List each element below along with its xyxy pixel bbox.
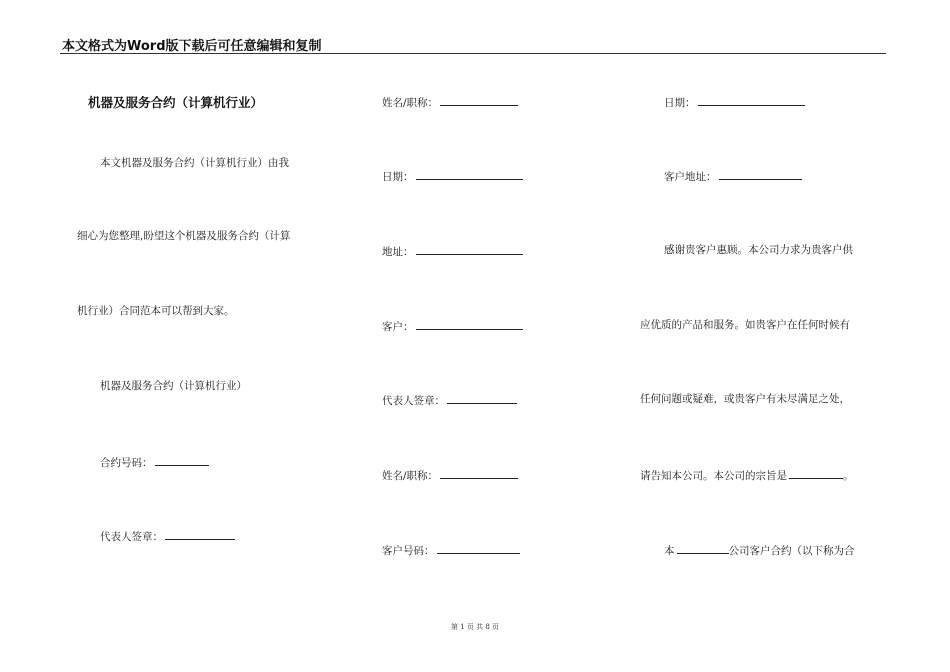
name-title-row-1 bbox=[382, 94, 518, 110]
date-blank-2 bbox=[698, 94, 805, 106]
address-blank bbox=[416, 243, 523, 255]
address-label: 地址： bbox=[382, 246, 414, 258]
date-label-2: 日期： bbox=[664, 97, 696, 109]
notice-line-4 bbox=[640, 467, 854, 483]
notice-line-5 bbox=[664, 542, 855, 558]
customer-number-blank bbox=[437, 542, 520, 554]
name-title-row-2 bbox=[382, 467, 518, 483]
contract-number-row bbox=[100, 454, 209, 470]
document-title: 机器及服务合约（计算机行业） bbox=[88, 95, 264, 110]
page-footer: 第 1 页 共 8 页 bbox=[450, 623, 500, 631]
name-title-label-1: 姓名/职称： bbox=[382, 97, 439, 109]
notice-line-1: 感谢贵客户惠顾。本公司力求为贵客户供 bbox=[664, 244, 853, 256]
customer-number-row bbox=[382, 542, 520, 558]
notice-line-5-start: 本 bbox=[664, 545, 675, 557]
name-title-blank-2 bbox=[440, 467, 518, 479]
name-title-label-2: 姓名/职称： bbox=[382, 470, 439, 482]
date-label-1: 日期： bbox=[382, 171, 414, 183]
representative-sign-label-2: 代表人签章： bbox=[382, 395, 445, 407]
customer-address-blank bbox=[719, 168, 802, 180]
notice-line-5-text: 公司客户合约（以下称为合 bbox=[728, 545, 855, 557]
customer-address-label: 客户地址： bbox=[664, 171, 717, 183]
notice-line-3: 任何问题或疑难，或贵客户有未尽满足之处， bbox=[640, 393, 850, 405]
company-name-blank bbox=[677, 542, 729, 554]
date-blank-1 bbox=[416, 168, 523, 180]
intro-line-3: 机行业）合同范本可以帮到大家。 bbox=[77, 305, 235, 317]
intro-line-1: 本文机器及服务合约（计算机行业）由我 bbox=[100, 157, 289, 169]
header-divider bbox=[60, 53, 886, 54]
representative-sign-blank-2 bbox=[447, 392, 517, 404]
customer-label: 客户： bbox=[382, 321, 414, 333]
sub-title: 机器及服务合约（计算机行业） bbox=[100, 380, 247, 392]
date-row-2 bbox=[664, 94, 805, 110]
intro-line-2: 细心为您整理,盼望这个机器及服务合约（计算 bbox=[77, 230, 291, 242]
document-header-title: 本文格式为Word版下载后可任意编辑和复制 bbox=[62, 39, 322, 54]
customer-number-label: 客户号码： bbox=[382, 545, 435, 557]
notice-line-4-end: 。 bbox=[843, 470, 854, 482]
customer-address-row bbox=[664, 168, 802, 184]
purpose-blank bbox=[789, 467, 843, 479]
notice-line-4-text: 请告知本公司。本公司的宗旨是 bbox=[640, 470, 787, 482]
address-row bbox=[382, 243, 523, 259]
contract-number-label: 合约号码： bbox=[100, 457, 153, 469]
representative-sign-row-2 bbox=[382, 392, 517, 408]
customer-row bbox=[382, 318, 523, 334]
representative-sign-label-1: 代表人签章： bbox=[100, 531, 163, 543]
representative-sign-row-1 bbox=[100, 528, 235, 544]
notice-line-2: 应优质的产品和服务。如贵客户在任何时候有 bbox=[640, 319, 850, 331]
representative-sign-blank-1 bbox=[165, 528, 235, 540]
date-row-1 bbox=[382, 168, 523, 184]
name-title-blank-1 bbox=[440, 94, 518, 106]
customer-blank bbox=[416, 318, 523, 330]
contract-number-blank bbox=[155, 454, 209, 466]
